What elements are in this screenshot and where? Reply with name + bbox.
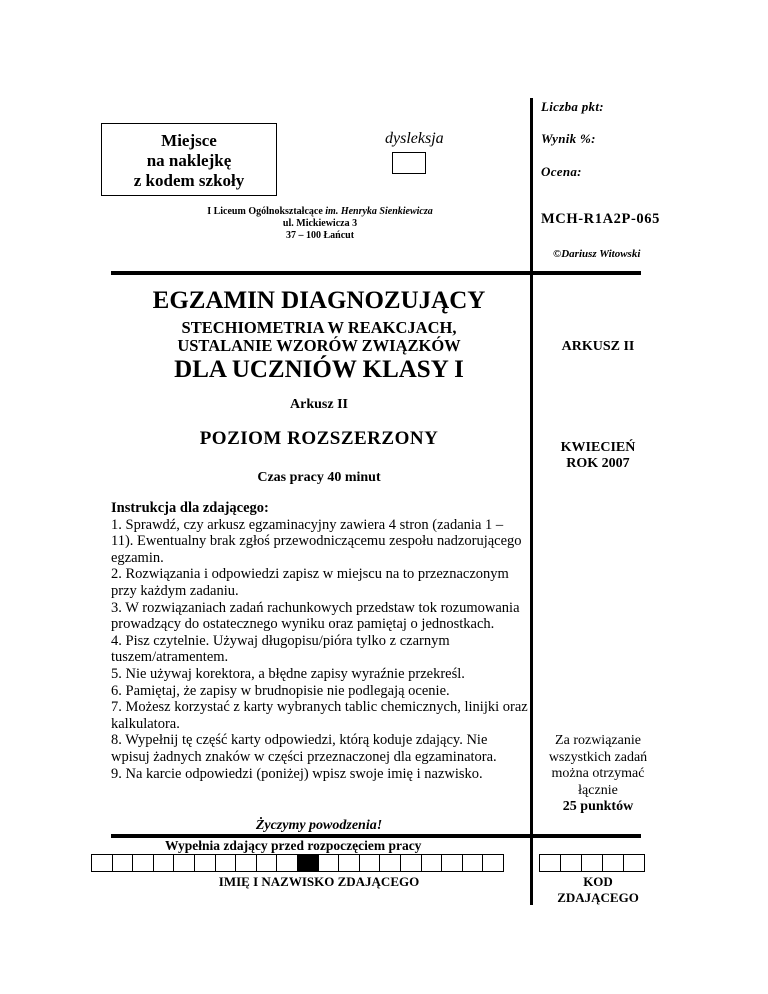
name-cell[interactable] xyxy=(276,854,298,872)
code-cell[interactable] xyxy=(539,854,561,872)
name-cell[interactable] xyxy=(400,854,422,872)
name-cell[interactable] xyxy=(132,854,154,872)
grade-label: Ocena: xyxy=(541,164,582,179)
instruction-item: 2. Rozwiązania i odpowiedzi zapisz w miejscu na to przeznaczonym przy każdym zadaniu. xyxy=(111,566,509,599)
code-cell[interactable] xyxy=(602,854,624,872)
sidebar-month: KWIECIEŃ xyxy=(560,440,636,455)
name-cell[interactable] xyxy=(235,854,257,872)
school-street: ul. Mickiewicza 3 xyxy=(282,218,358,229)
name-cell[interactable] xyxy=(173,854,195,872)
sidebar-points-info xyxy=(533,733,663,816)
points-text-1: Za rozwiązanie xyxy=(555,733,641,748)
name-cell[interactable] xyxy=(256,854,278,872)
dyslexia-checkbox[interactable] xyxy=(392,152,426,174)
time-label: Czas pracy 40 minut xyxy=(257,470,381,485)
name-label: IMIĘ I NAZWISKO ZDAJĄCEGO xyxy=(218,874,420,889)
points-text-2: wszystkich zadań xyxy=(548,749,648,765)
name-cell[interactable] xyxy=(462,854,484,872)
exam-subtitle-2: USTALANIE WZORÓW ZWIĄZKÓW xyxy=(177,336,461,355)
school-patron: im. Henryka Sienkiewicza xyxy=(325,206,433,217)
name-cell[interactable] xyxy=(338,854,360,872)
instruction-item: 5. Nie używaj korektora, a błędne zapisy wyraźnie przekreśl. xyxy=(111,665,465,682)
school-address xyxy=(160,206,480,242)
points-total: 25 punktów xyxy=(562,799,634,814)
school-city: 37 – 100 Łańcut xyxy=(285,230,355,241)
name-cell[interactable] xyxy=(421,854,443,872)
points-text-3: można otrzymać xyxy=(551,766,645,781)
exam-class: DLA UCZNIÓW KLASY I xyxy=(174,356,464,383)
instruction-item: 3. W rozwiązaniach zadań rachunkowych przedstaw tok rozumowania prowadzący do ostatecznego wyniku oraz pamiętaj o jednostkach. xyxy=(111,599,520,633)
sticker-line-3: z kodem szkoły xyxy=(133,171,245,190)
code-label-line-1: KOD xyxy=(583,874,613,889)
instructions-heading: Instrukcja dla zdającego: xyxy=(111,500,269,516)
sheet-label: Arkusz II xyxy=(290,397,348,412)
code-cell[interactable] xyxy=(581,854,603,872)
code-grid xyxy=(540,854,645,872)
name-cell[interactable] xyxy=(112,854,134,872)
copyright-symbol: © xyxy=(553,248,562,260)
code-cell[interactable] xyxy=(560,854,582,872)
name-cell[interactable] xyxy=(482,854,504,872)
dyslexia-label: dysleksja xyxy=(385,130,444,147)
name-cell[interactable] xyxy=(441,854,463,872)
points-label: Liczba pkt: xyxy=(541,99,604,114)
instruction-item: 9. Na karcie odpowiedzi (poniżej) wpisz swoje imię i nazwisko. xyxy=(111,765,483,782)
code-label xyxy=(533,874,663,906)
exam-subtitle-1: STECHIOMETRIA W REAKCJACH, xyxy=(181,318,457,337)
name-cell[interactable] xyxy=(379,854,401,872)
name-cell[interactable] xyxy=(297,854,319,872)
good-luck-wish: Życzymy powodzenia! xyxy=(255,818,383,833)
sidebar-sheet: ARKUSZ II xyxy=(561,339,635,354)
author-credit xyxy=(553,248,640,260)
author-name: Dariusz Witowski xyxy=(561,248,641,260)
code-label-line-2: ZDAJĄCEGO xyxy=(557,890,639,905)
header-divider xyxy=(111,271,641,275)
percent-label: Wynik %: xyxy=(541,131,596,146)
instruction-item: 1. Sprawdź, czy arkusz egzaminacyjny zawiera 4 stron (zadania 1 – 11). Ewentualny brak zgłoś przewodniczącemu zespołu nadzorującego egzamin. xyxy=(111,516,522,566)
instructions xyxy=(111,500,529,782)
instruction-item: 8. Wypełnij tę część karty odpowiedzi, którą koduje zdający. Nie wpisuj żadnych znaków w części przeznaczonej dla egzaminatora. xyxy=(111,732,497,765)
instruction-item: 7. Możesz korzystać z karty wybranych tablic chemicznych, linijki oraz kalkulatora. xyxy=(111,699,528,732)
name-cell[interactable] xyxy=(153,854,175,872)
sticker-line-2: na naklejkę xyxy=(146,151,232,170)
name-grid xyxy=(92,854,504,872)
exam-title: EGZAMIN DIAGNOZUJĄCY xyxy=(152,287,486,314)
instruction-item: 4. Pisz czytelnie. Używaj długopisu/pióra tylko z czarnym tuszem/atramentem. xyxy=(111,632,450,666)
school-name: I Liceum Ogólnokształcące xyxy=(207,206,326,217)
top-vertical-rule xyxy=(530,98,533,273)
sticker-line-1: Miejsce xyxy=(161,131,217,150)
name-cell[interactable] xyxy=(91,854,113,872)
name-cell[interactable] xyxy=(215,854,237,872)
exam-code: MCH-R1A2P-065 xyxy=(541,211,660,227)
fill-instruction: Wypełnia zdający przed rozpoczęciem pracy xyxy=(165,838,422,853)
code-cell[interactable] xyxy=(623,854,645,872)
level-label: POZIOM ROZSZERZONY xyxy=(199,428,439,449)
name-cell[interactable] xyxy=(359,854,381,872)
instruction-item: 6. Pamiętaj, że zapisy w brudnopisie nie podlegają ocenie. xyxy=(111,682,450,699)
points-text-4: łącznie xyxy=(578,782,618,798)
name-cell[interactable] xyxy=(194,854,216,872)
name-cell[interactable] xyxy=(318,854,340,872)
school-sticker-box xyxy=(101,123,277,196)
sidebar-year: ROK 2007 xyxy=(566,456,630,471)
